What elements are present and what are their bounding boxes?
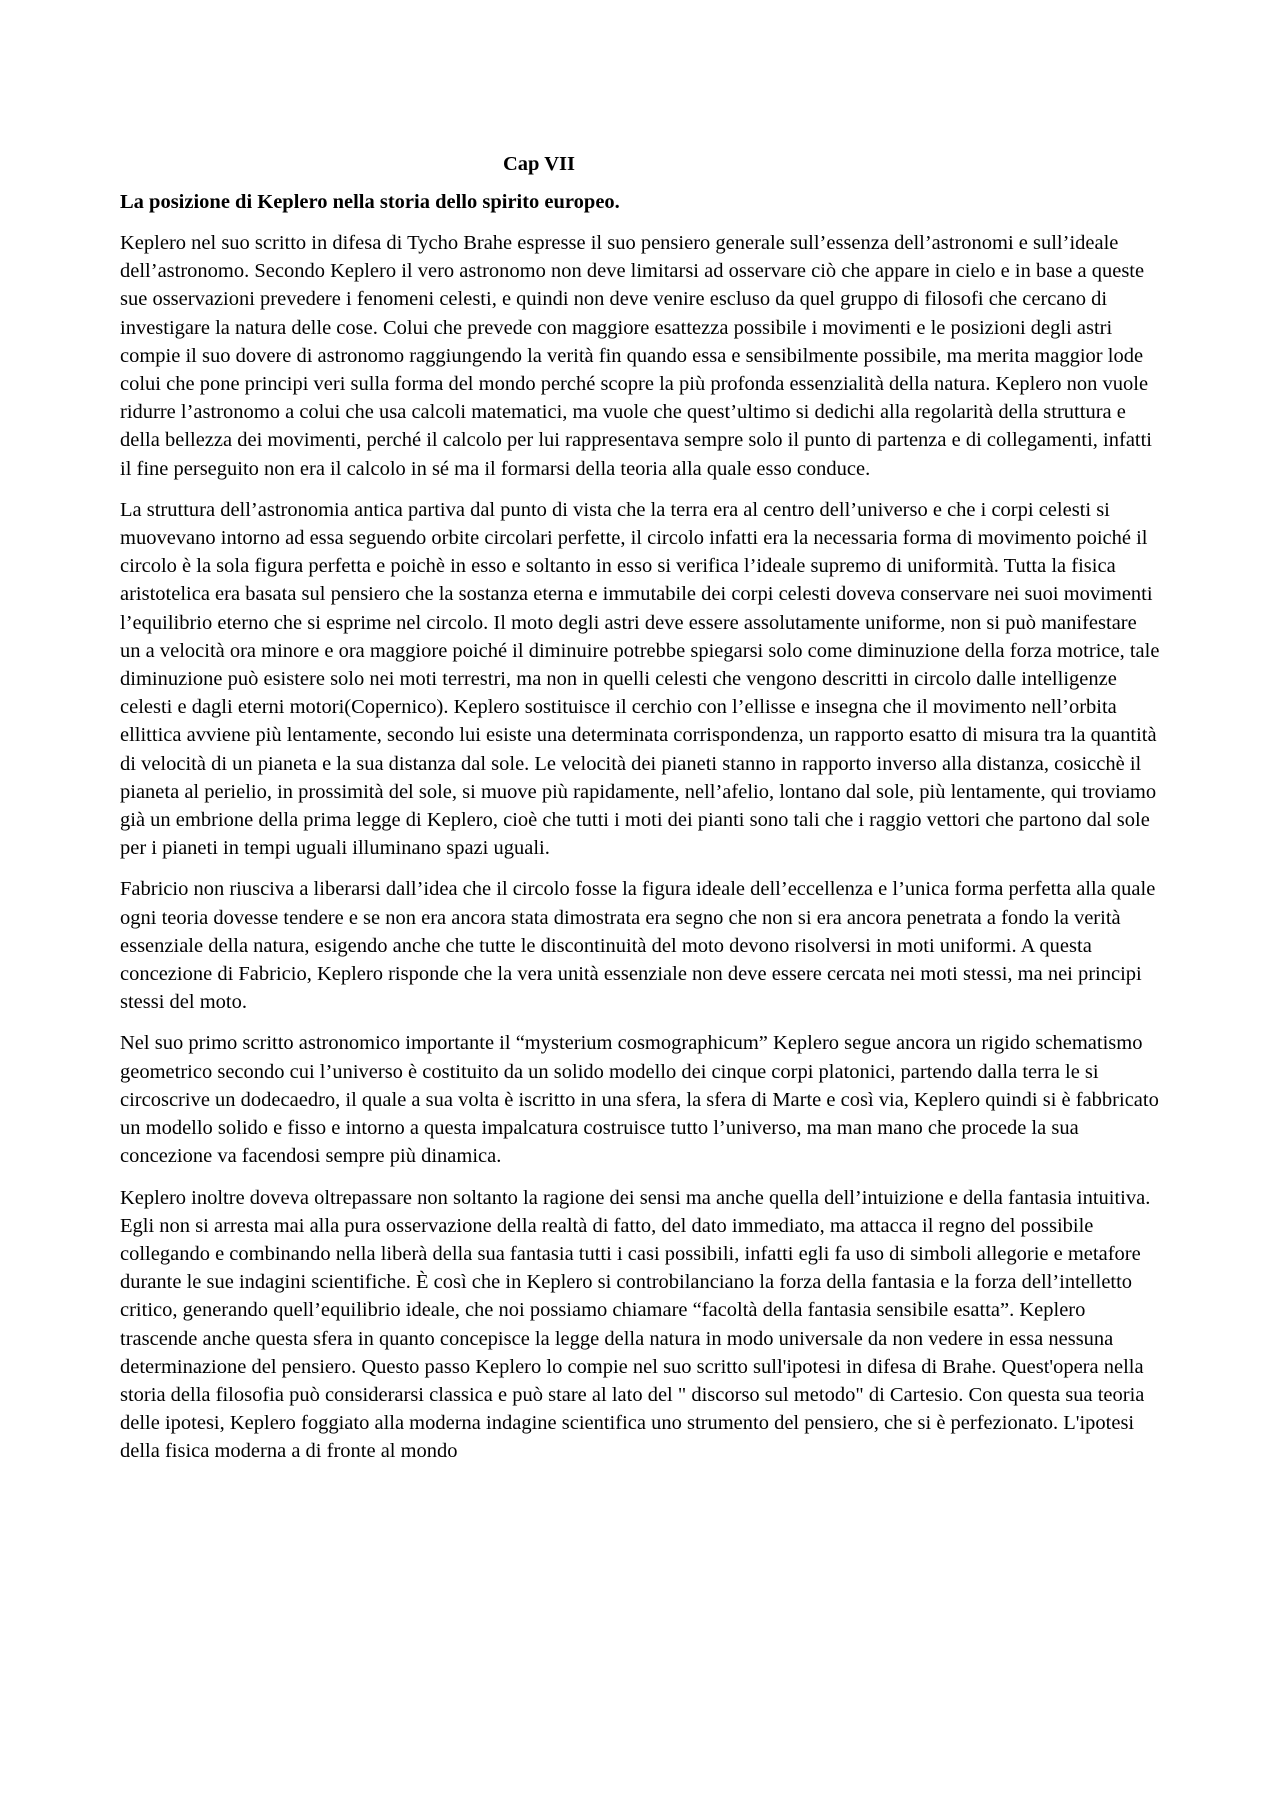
paragraph-2: La struttura dell’astronomia antica partiva dal punto di vista che la terra era al centro dell’universo e che i corpi celesti si muovevano intorno ad essa seguendo orbite circolari perfette, il circolo infatti era la necessaria forma di movimento poiché il circolo è la sola figura perfetta e poichè in esso e soltanto in esso si verifica l’ideale supremo di uniformità. Tutta la fisica aristotelica era basata sul pensiero che la sostanza eterna e immutabile dei corpi celesti doveva conservare nei suoi movimenti l’equilibrio eterno che si esprime nel circolo. Il moto degli astri deve essere assolutamente uniforme, non si può manifestare un a velocità ora minore e ora maggiore poiché il diminuire potrebbe spiegarsi solo come diminuzione della forza motrice, tale diminuzione può esistere solo nei moti terrestri, ma non in quelli celesti che vengono descritti in circolo dalle intelligenze celesti e dagli eterni motori(Copernico). Keplero sostituisce il cerchio con l’ellisse e insegna che il movimento nell’orbita ellittica avviene più lentamente, secondo lui esiste una determinata corrispondenza, un rapporto esatto di misura tra la quantità di velocità di un pianeta e la sua distanza dal sole. Le velocità dei pianeti stanno in rapporto inverso alla distanza, cosicchè il pianeta al perielio, in prossimità del sole, si muove più rapidamente, nell’afelio, lontano dal sole, più lentamente, qui troviamo già un embrione della prima legge di Keplero, cioè che tutti i moti dei pianti sono tali che i raggio vettori che partono dal sole per i pianeti in tempi uguali illuminano spazi uguali. xyxy=(120,498,1160,860)
chapter-heading: Cap VII xyxy=(503,153,575,175)
section-title: La posizione di Keplero nella storia dello spirito europeo. xyxy=(120,191,620,213)
document-page xyxy=(120,150,1160,1479)
paragraph-3: Fabricio non riusciva a liberarsi dall’idea che il circolo fosse la figura ideale dell’eccellenza e l’unica forma perfetta alla quale ogni teoria dovesse tendere e se non era ancora stata dimostrata era segno che non si era ancora penetrata a fondo la verità essenziale della natura, esigendo anche che tutte le discontinuità del moto devono risolversi in moti uniformi. A questa concezione di Fabricio, Keplero risponde che la vera unità essenziale non deve essere cercata nei moti stessi, ma nei principi stessi del moto. xyxy=(120,878,1156,1014)
paragraph-1: Keplero nel suo scritto in difesa di Tycho Brahe espresse il suo pensiero generale sull’essenza dell’astronomi e sull’ideale dell’astronomo. Secondo Keplero il vero astronomo non deve limitarsi ad osservare ciò che appare in cielo e in base a queste sue osservazioni prevedere i fenomeni celesti, e quindi non deve venire escluso da quel gruppo di filosofi che cercano di investigare la natura delle cose. Colui che prevede con maggiore esattezza possibile i movimenti e le posizioni degli astri compie il suo dovere di astronomo raggiungendo la verità fin quando essa e sensibilmente possibile, ma merita maggior lode colui che pone principi veri sulla forma del mondo perché scopre la più profonda essenzialità della natura. Keplero non vuole ridurre l’astronomo a colui che usa calcoli matematici, ma vuole che quest’ultimo si dedichi alla regolarità della struttura e della bellezza dei movimenti, perché il calcolo per lui rappresentava sempre solo il punto di partenza e di collegamenti, infatti il fine perseguito non era il calcolo in sé ma il formarsi della teoria alla quale esso conduce. xyxy=(120,232,1153,480)
paragraph-4: Nel suo primo scritto astronomico importante il “mysterium cosmographicum” Keplero segue ancora un rigido schematismo geometrico secondo cui l’universo è costituito da un solido modello dei cinque corpi platonici, partendo dalla terra le si circoscrive un dodecaedro, il quale a sua volta è iscritto in una sfera, la sfera di Marte e così via, Keplero quindi si è fabbricato un modello solido e fisso e intorno a questa impalcatura costruisce tutto l’universo, ma man mano che procede la sua concezione va facendosi sempre più dinamica. xyxy=(120,1032,1159,1168)
paragraph-5: Keplero inoltre doveva oltrepassare non soltanto la ragione dei sensi ma anche quella dell’intuizione e della fantasia intuitiva. Egli non si arresta mai alla pura osservazione della realtà di fatto, del dato immediato, ma attacca il regno del possibile collegando e combinando nella liberà della sua fantasia tutti i casi possibili, infatti egli fa uso di simboli allegorie e metafore durante le sue indagini scientifiche. È così che in Keplero si controbilanciano la forza della fantasia e la forza dell’intelletto critico, generando quell’equilibrio ideale, che noi possiamo chiamare “facoltà della fantasia sensibile esatta”. Keplero trascende anche questa sfera in quanto concepisce la legge della natura in modo universale da non vedere in essa nessuna determinazione del pensiero. Questo passo Keplero lo compie nel suo scritto sull'ipotesi in difesa di Brahe. Quest'opera nella storia della filosofia può considerarsi classica e può stare al lato del " discorso sul metodo" di Cartesio. Con questa sua teoria delle ipotesi, Keplero foggiato alla moderna indagine scientifica uno strumento del pensiero, che si è perfezionato. L'ipotesi della fisica moderna a di fronte al mondo xyxy=(120,1186,1151,1463)
